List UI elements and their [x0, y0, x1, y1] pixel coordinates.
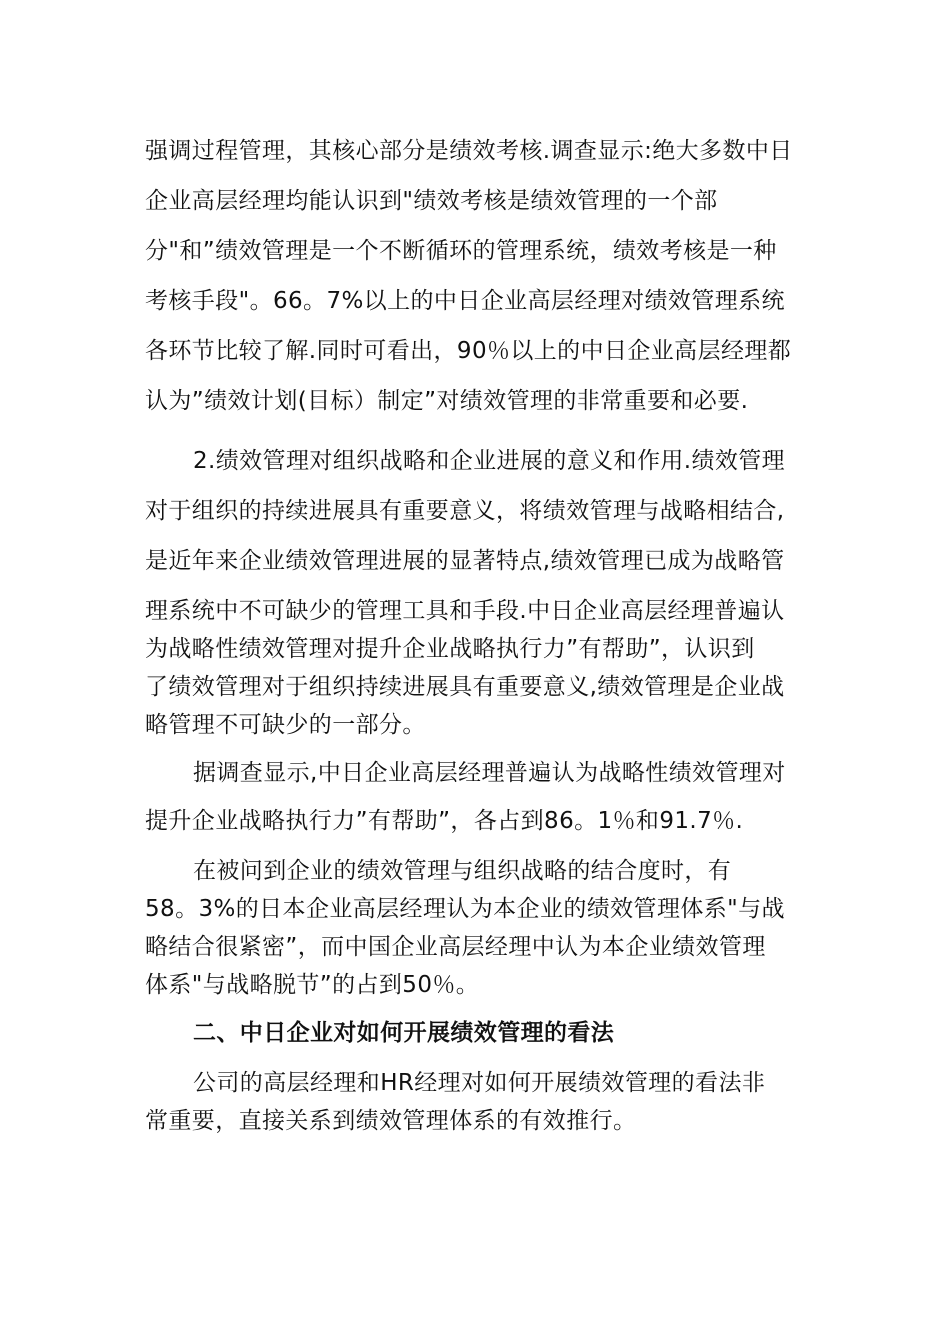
text-line: 是近年来企业绩效管理进展的显著特点,绩效管理已成为战略管 — [145, 548, 785, 574]
text-line: 对于组织的持续进展具有重要意义，将绩效管理与战略相结合, — [145, 498, 785, 524]
text-line: 了绩效管理对于组织持续进展具有重要意义,绩效管理是企业战 — [145, 674, 785, 700]
text-line: 提升企业战略执行力”有帮助”，各占到86。1％和91.7％. — [145, 808, 744, 834]
text-line: 理系统中不可缺少的管理工具和手段.中日企业高层经理普遍认 — [145, 598, 785, 624]
text-line: 58。3%的日本企业高层经理认为本企业的绩效管理体系"与战 — [145, 896, 785, 922]
text-line: 各环节比较了解.同时可看出，90％以上的中日企业高层经理都 — [145, 338, 792, 364]
paragraph-heading-2: 2.绩效管理对组织战略和企业进展的意义和作用.绩效管理 — [193, 448, 786, 474]
text-line: 常重要，直接关系到绩效管理体系的有效推行。 — [145, 1108, 637, 1134]
text-line: 为战略性绩效管理对提升企业战略执行力”有帮助”，认识到 — [145, 636, 755, 662]
text-line: 略管理不可缺少的一部分。 — [145, 712, 426, 738]
text-line: 考核手段"。66。7%以上的中日企业高层经理对绩效管理系统 — [145, 288, 785, 314]
text-line: 分"和”绩效管理是一个不断循环的管理系统，绩效考核是一种 — [145, 238, 777, 264]
text-line: 在被问到企业的绩效管理与组织战略的结合度时，有 — [193, 858, 732, 884]
text-line: 略结合很紧密”，而中国企业高层经理中认为本企业绩效管理 — [145, 934, 766, 960]
text-line: 据调查显示,中日企业高层经理普遍认为战略性绩效管理对 — [193, 760, 786, 786]
text-line: 体系"与战略脱节”的占到50％。 — [145, 972, 480, 998]
text-line: 企业高层经理均能认识到"绩效考核是绩效管理的一个部 — [145, 188, 718, 214]
text-line: 公司的高层经理和HR经理对如何开展绩效管理的看法非 — [193, 1070, 766, 1096]
text-line: 强调过程管理，其核心部分是绩效考核.调查显示:绝大多数中日 — [145, 138, 793, 164]
section-heading: 二、中日企业对如何开展绩效管理的看法 — [193, 1020, 615, 1046]
text-line: 认为”绩效计划(目标）制定”对绩效管理的非常重要和必要. — [145, 388, 749, 414]
